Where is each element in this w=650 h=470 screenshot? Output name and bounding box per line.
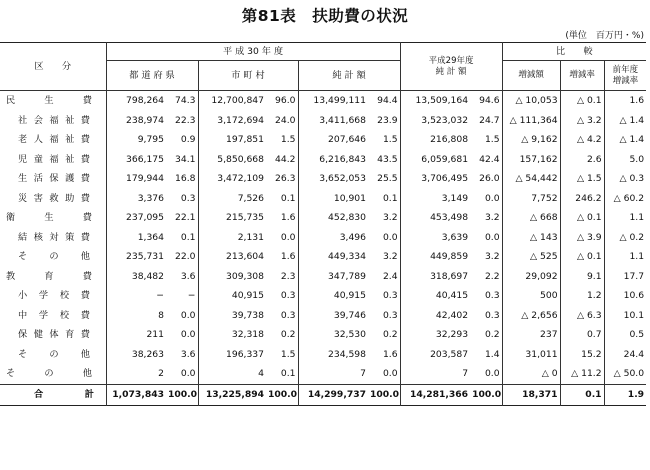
prefecture-value: 237,095 (126, 212, 164, 224)
net-total-share: 23.9 (368, 111, 400, 131)
row-label (0, 384, 106, 405)
municipality-value: 39,738 (231, 309, 264, 321)
row-label-text: 結核対策費 (18, 231, 90, 243)
prev-change-rate: △ 50.0 (613, 368, 645, 380)
net-total-share: 2.4 (368, 267, 400, 287)
prefecture-share: 0.0 (166, 306, 198, 326)
municipality-value: 197,851 (226, 134, 264, 146)
header-fy29 (400, 43, 502, 91)
fy29-value: 203,587 (430, 348, 469, 360)
change-amount: 237 (502, 325, 560, 345)
table-row (0, 91, 646, 111)
row-label (0, 169, 106, 189)
row-label-text: 衛生費 (6, 212, 92, 224)
fy29-value: 40,415 (435, 290, 469, 302)
table-row (0, 208, 646, 228)
prefecture-value: 2 (158, 368, 164, 380)
net-total-share: 94.4 (368, 91, 400, 111)
unit-note: (単位 百万円・%) (565, 31, 644, 41)
prefecture-value: 38,482 (131, 270, 164, 282)
prefecture-value: 1,364 (137, 231, 164, 243)
municipality-share: 26.3 (266, 169, 298, 189)
municipality-value: 12,700,847 (211, 95, 264, 107)
change-rate: △ 11.2 (560, 364, 604, 384)
prefecture-value: 366,175 (126, 153, 164, 165)
prefecture-share: 22.1 (166, 208, 198, 228)
change-amount: △ 111,364 (502, 111, 560, 131)
header-municipality: 市 町 村 (198, 61, 298, 91)
fy29-value: 318,697 (430, 270, 469, 282)
municipality-share: 1.6 (266, 208, 298, 228)
prev-change-rate: 1.6 (629, 95, 645, 107)
change-amount: △ 525 (502, 247, 560, 267)
municipality-share: 100.0 (266, 384, 298, 405)
fy29-share: 1.5 (470, 130, 502, 150)
header-prefecture: 都 道 府 県 (106, 61, 198, 91)
fy29-share: 0.3 (470, 306, 502, 326)
table-body (0, 91, 646, 406)
table-row (0, 169, 646, 189)
net-total-value: 449,334 (328, 251, 366, 263)
municipality-share: 24.0 (266, 111, 298, 131)
row-label (0, 130, 106, 150)
prefecture-share: 74.3 (166, 91, 198, 111)
fy29-share: 26.0 (470, 169, 502, 189)
header-prev-rate-line2: 増減率 (612, 75, 639, 86)
prev-change-rate: 10.1 (623, 309, 645, 321)
change-amount: △ 668 (502, 208, 560, 228)
net-total-share: 0.0 (368, 228, 400, 248)
fy29-value: 3,523,032 (421, 114, 469, 126)
net-total-share: 3.2 (368, 208, 400, 228)
prev-change-rate: 10.6 (623, 290, 645, 302)
change-rate: 1.2 (560, 286, 604, 306)
municipality-value: 40,915 (231, 290, 264, 302)
table-row (0, 267, 646, 287)
fy29-value: 13,509,164 (415, 95, 469, 107)
municipality-share: 1.6 (266, 247, 298, 267)
prev-change-rate: △ 1.4 (619, 134, 645, 146)
row-label-text: 小学校費 (18, 290, 90, 302)
prev-change-rate: 24.4 (623, 348, 645, 360)
net-total-share: 0.3 (368, 306, 400, 326)
table-row (0, 130, 646, 150)
table-row (0, 150, 646, 170)
table-row (0, 345, 646, 365)
prev-change-rate: △ 0.2 (619, 231, 645, 243)
row-label-text: その他 (18, 251, 90, 263)
municipality-share: 0.0 (266, 228, 298, 248)
fy29-share: 100.0 (470, 384, 502, 405)
change-rate: △ 3.9 (560, 228, 604, 248)
fy29-value: 453,498 (430, 212, 469, 224)
change-amount: △ 54,442 (502, 169, 560, 189)
header-change-rate: 増減率 (560, 61, 604, 91)
change-rate: 0.1 (560, 384, 604, 405)
fy29-share: 0.2 (470, 325, 502, 345)
table-row (0, 325, 646, 345)
row-label (0, 345, 106, 365)
change-amount: 31,011 (502, 345, 560, 365)
header-comparison: 比 較 (502, 43, 646, 61)
municipality-value: 213,604 (226, 251, 264, 263)
net-total-value: 14,299,737 (298, 384, 368, 405)
prev-change-rate: 5.0 (629, 153, 645, 165)
fy29-value: 3,149 (441, 192, 469, 204)
change-rate: △ 0.1 (560, 208, 604, 228)
prefecture-value: 235,731 (126, 251, 164, 263)
net-total-share: 43.5 (368, 150, 400, 170)
net-total-value: 13,499,111 (313, 95, 366, 107)
row-label (0, 286, 106, 306)
change-amount: 500 (502, 286, 560, 306)
fy29-share: 0.0 (470, 189, 502, 209)
row-label-text: 保健体育費 (18, 329, 90, 341)
table-row (0, 384, 646, 405)
net-total-share: 0.3 (368, 286, 400, 306)
row-label-text: 民生費 (6, 95, 92, 107)
municipality-share: 0.1 (266, 189, 298, 209)
row-label-text: 生活保護費 (18, 173, 90, 185)
net-total-value: 6,216,843 (319, 153, 366, 165)
header-category: 区 分 (0, 43, 106, 91)
change-rate: 9.1 (560, 267, 604, 287)
municipality-value: 3,472,109 (217, 173, 264, 185)
prefecture-share: 0.0 (166, 364, 198, 384)
header-fy29-line2: 純 計 額 (435, 66, 467, 77)
municipality-value: 7,526 (237, 192, 264, 204)
row-label-text: 社会福祉費 (18, 114, 90, 126)
prefecture-value: 8 (158, 309, 164, 321)
change-amount: 157,162 (502, 150, 560, 170)
fy29-share: 0.3 (470, 286, 502, 306)
change-rate: △ 0.1 (560, 247, 604, 267)
table-row (0, 286, 646, 306)
prefecture-value: 179,944 (126, 173, 164, 185)
change-amount: △ 143 (502, 228, 560, 248)
fy29-value: 216,808 (430, 134, 469, 146)
subsidy-expense-table (0, 42, 646, 406)
change-rate: △ 3.2 (560, 111, 604, 131)
net-total-value: 39,746 (333, 309, 366, 321)
fy29-share: 0.0 (470, 364, 502, 384)
prefecture-value: 238,974 (126, 114, 164, 126)
municipality-share: 0.3 (266, 306, 298, 326)
municipality-value: 3,172,694 (217, 114, 264, 126)
fy29-value: 32,293 (435, 329, 469, 341)
prefecture-value: 9,795 (137, 134, 164, 146)
change-rate: △ 0.1 (560, 91, 604, 111)
change-rate: 246.2 (560, 189, 604, 209)
prev-change-rate: 0.5 (629, 329, 645, 341)
change-rate: 0.7 (560, 325, 604, 345)
prefecture-share: 0.0 (166, 325, 198, 345)
prefecture-share: 0.1 (166, 228, 198, 248)
fy29-value: 3,639 (441, 231, 469, 243)
row-label-text: その他 (18, 348, 90, 360)
prefecture-share: − (166, 286, 198, 306)
fy29-value: 14,281,366 (400, 384, 470, 405)
net-total-value: 3,652,053 (319, 173, 366, 185)
change-rate: △ 4.2 (560, 130, 604, 150)
net-total-value: 10,901 (333, 192, 366, 204)
header-net-total: 純 計 額 (298, 61, 400, 91)
row-label (0, 91, 106, 111)
change-amount: 29,092 (502, 267, 560, 287)
table-row (0, 364, 646, 384)
row-label (0, 306, 106, 326)
municipality-share: 1.5 (266, 345, 298, 365)
prefecture-value: 38,263 (131, 348, 164, 360)
fy29-share: 24.7 (470, 111, 502, 131)
change-rate: △ 6.3 (560, 306, 604, 326)
row-label-text: その他 (6, 368, 92, 380)
change-amount: △ 9,162 (502, 130, 560, 150)
table-row (0, 228, 646, 248)
header-fy30: 平 成 30 年 度 (106, 43, 400, 61)
prefecture-share: 3.6 (166, 345, 198, 365)
prev-change-rate: △ 1.4 (619, 114, 645, 126)
change-amount: △ 10,053 (502, 91, 560, 111)
municipality-share: 0.3 (266, 286, 298, 306)
row-label-text: 児童福祉費 (18, 153, 90, 165)
prev-change-rate: △ 60.2 (613, 192, 645, 204)
fy29-share: 1.4 (470, 345, 502, 365)
fy29-value: 42,402 (435, 309, 469, 321)
fy29-value: 6,059,681 (421, 153, 469, 165)
net-total-value: 40,915 (333, 290, 366, 302)
prefecture-value: 1,073,843 (106, 384, 166, 405)
municipality-share: 2.3 (266, 267, 298, 287)
fy29-value: 7 (462, 368, 469, 380)
prefecture-share: 3.6 (166, 267, 198, 287)
net-total-value: 7 (360, 368, 366, 380)
prev-change-rate: 1.1 (629, 212, 645, 224)
net-total-value: 3,411,668 (319, 114, 366, 126)
row-label-text: 中学校費 (18, 309, 90, 321)
municipality-share: 44.2 (266, 150, 298, 170)
table-row (0, 247, 646, 267)
header-change-amount: 増減額 (502, 61, 560, 91)
header-prev-rate (604, 61, 646, 91)
net-total-value: 32,530 (333, 329, 366, 341)
table-row (0, 111, 646, 131)
change-rate: △ 1.5 (560, 169, 604, 189)
row-label (0, 228, 106, 248)
prefecture-value: 3,376 (137, 192, 164, 204)
net-total-value: 234,598 (328, 348, 366, 360)
row-label (0, 364, 106, 384)
prefecture-share: 100.0 (166, 384, 198, 405)
municipality-value: 215,735 (226, 212, 264, 224)
prefecture-share: 34.1 (166, 150, 198, 170)
prefecture-share: 22.3 (166, 111, 198, 131)
municipality-share: 0.2 (266, 325, 298, 345)
row-label (0, 267, 106, 287)
fy29-share: 0.0 (470, 228, 502, 248)
fy29-value: 3,706,495 (421, 173, 469, 185)
net-total-share: 0.2 (368, 325, 400, 345)
net-total-share: 0.1 (368, 189, 400, 209)
municipality-value: 309,308 (226, 270, 264, 282)
header-fy29-line1: 平成29年度 (428, 55, 474, 66)
row-label (0, 247, 106, 267)
change-amount: △ 0 (502, 364, 560, 384)
net-total-share: 0.0 (368, 364, 400, 384)
header-row-1 (0, 43, 646, 61)
municipality-value: 196,337 (226, 348, 264, 360)
fy29-share: 42.4 (470, 150, 502, 170)
prefecture-value: 798,264 (126, 95, 164, 107)
prev-change-rate: 1.1 (629, 251, 645, 263)
prev-change-rate: △ 0.3 (619, 173, 645, 185)
prefecture-share: 0.3 (166, 189, 198, 209)
prefecture-value: − (156, 290, 164, 302)
fy29-share: 3.2 (470, 247, 502, 267)
change-rate: 2.6 (560, 150, 604, 170)
net-total-share: 25.5 (368, 169, 400, 189)
prev-change-rate: 1.9 (604, 384, 646, 405)
fy29-value: 449,859 (430, 251, 469, 263)
row-label-text: 災害救助費 (18, 192, 90, 204)
prefecture-share: 22.0 (166, 247, 198, 267)
net-total-value: 207,646 (328, 134, 366, 146)
municipality-value: 5,850,668 (217, 153, 264, 165)
header-prev-rate-line1: 前年度 (612, 64, 639, 75)
municipality-value: 4 (258, 368, 264, 380)
municipality-share: 1.5 (266, 130, 298, 150)
net-total-share: 1.5 (368, 130, 400, 150)
net-total-share: 1.6 (368, 345, 400, 365)
fy29-share: 2.2 (470, 267, 502, 287)
table-row (0, 189, 646, 209)
change-amount: 18,371 (502, 384, 560, 405)
municipality-share: 0.1 (266, 364, 298, 384)
net-total-value: 452,830 (328, 212, 366, 224)
page-title: 第81表 扶助費の状況 (241, 7, 409, 25)
fy29-share: 3.2 (470, 208, 502, 228)
row-label (0, 111, 106, 131)
prefecture-share: 16.8 (166, 169, 198, 189)
fy29-share: 94.6 (470, 91, 502, 111)
change-amount: △ 2,656 (502, 306, 560, 326)
row-label (0, 325, 106, 345)
change-amount: 7,752 (502, 189, 560, 209)
row-label-text: 合計 (34, 388, 94, 400)
municipality-share: 96.0 (266, 91, 298, 111)
row-label-text: 教育費 (6, 270, 92, 282)
prefecture-share: 0.9 (166, 130, 198, 150)
net-total-value: 3,496 (339, 231, 366, 243)
municipality-value: 32,318 (231, 329, 264, 341)
net-total-value: 347,789 (328, 270, 366, 282)
table-row (0, 306, 646, 326)
row-label (0, 150, 106, 170)
net-total-share: 3.2 (368, 247, 400, 267)
municipality-value: 2,131 (237, 231, 264, 243)
prefecture-value: 211 (146, 329, 164, 341)
row-label (0, 208, 106, 228)
row-label-text: 老人福祉費 (18, 134, 90, 146)
change-rate: 15.2 (560, 345, 604, 365)
net-total-share: 100.0 (368, 384, 400, 405)
row-label (0, 189, 106, 209)
prev-change-rate: 17.7 (623, 270, 645, 282)
municipality-value: 13,225,894 (198, 384, 266, 405)
